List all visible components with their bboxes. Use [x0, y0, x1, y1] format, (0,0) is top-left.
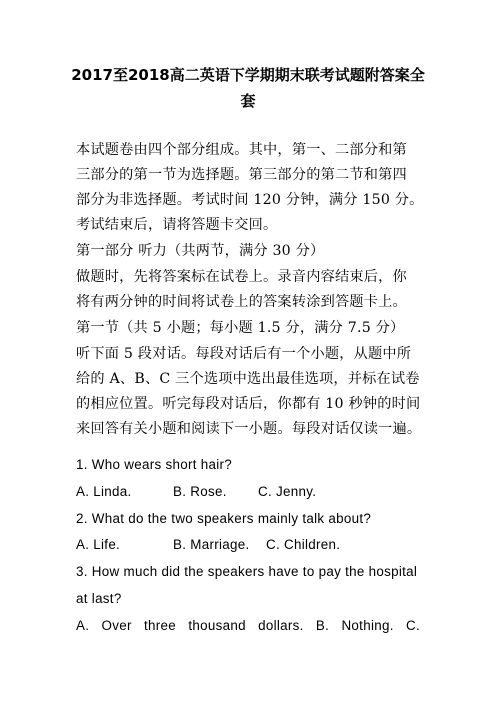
question-3-option-word: A. — [76, 618, 90, 633]
question-3-option-word: thousand — [188, 618, 246, 633]
question-3-option-word: Nothing. — [341, 618, 394, 633]
question-3-line-1: 3. How much did the speakers have to pay the hospital — [76, 564, 418, 579]
document-title-line-2: 套 — [240, 92, 256, 110]
section1-instruction-line-1: 听下面 5 段对话。每段对话后有一个小题，从题中所 — [76, 346, 412, 362]
part1-instruction-line-1: 做题时，先将答案标在试卷上。录音内容结束后，你 — [76, 269, 407, 285]
question-1: 1. Who wears short hair? — [76, 457, 233, 472]
section1-instruction-line-2: 给的 A、B、C 三个选项中选出最佳选项，并标在试卷 — [76, 371, 420, 387]
document-title-line-1: 2017至2018高二英语下学期期末联考试题附答案全 — [71, 66, 425, 84]
question-2-option-b: B. Marriage. — [173, 537, 250, 552]
question-1-option-b: B. Rose. — [173, 484, 227, 499]
question-2-option-a: A. Life. — [76, 537, 121, 552]
intro-line-3: 部分为非选择题。考试时间 120 分钟，满分 150 分。 — [76, 192, 424, 208]
intro-line-4: 考试结束后，请将答题卡交回。 — [76, 217, 278, 233]
question-1-option-a: A. Linda. — [76, 484, 132, 499]
section1-heading: 第一节（共 5 小题；每小题 1.5 分，满分 7.5 分） — [76, 320, 405, 336]
section1-instruction-line-3: 的相应位置。听完每段对话后，你都有 10 秒钟的时间 — [76, 396, 421, 412]
question-3-line-2: at last? — [76, 591, 122, 606]
question-1-option-c: C. Jenny. — [258, 484, 317, 499]
intro-line-1: 本试题卷由四个部分组成。其中，第一、二部分和第 — [76, 142, 407, 158]
question-3-option-word: dollars. — [258, 618, 304, 633]
question-3-options — [76, 616, 420, 636]
question-3-option-word: C. — [406, 618, 420, 633]
question-3-option-word: three — [144, 618, 177, 633]
question-2: 2. What do the two speakers mainly talk about? — [76, 511, 372, 526]
question-3-option-word: Over — [101, 618, 132, 633]
question-2-option-c: C. Children. — [266, 537, 341, 552]
question-3-option-word: B. — [315, 618, 330, 633]
part1-heading: 第一部分 听力（共两节，满分 30 分） — [76, 243, 325, 259]
part1-instruction-line-2: 将有两分钟的时间将试卷上的答案转涂到答题卡上。 — [76, 294, 407, 310]
section1-instruction-line-4: 来回答有关小题和阅读下一小题。每段对话仅读一遍。 — [76, 421, 422, 437]
intro-line-2: 三部分的第一节为选择题。第三部分的第二节和第四 — [76, 167, 407, 183]
